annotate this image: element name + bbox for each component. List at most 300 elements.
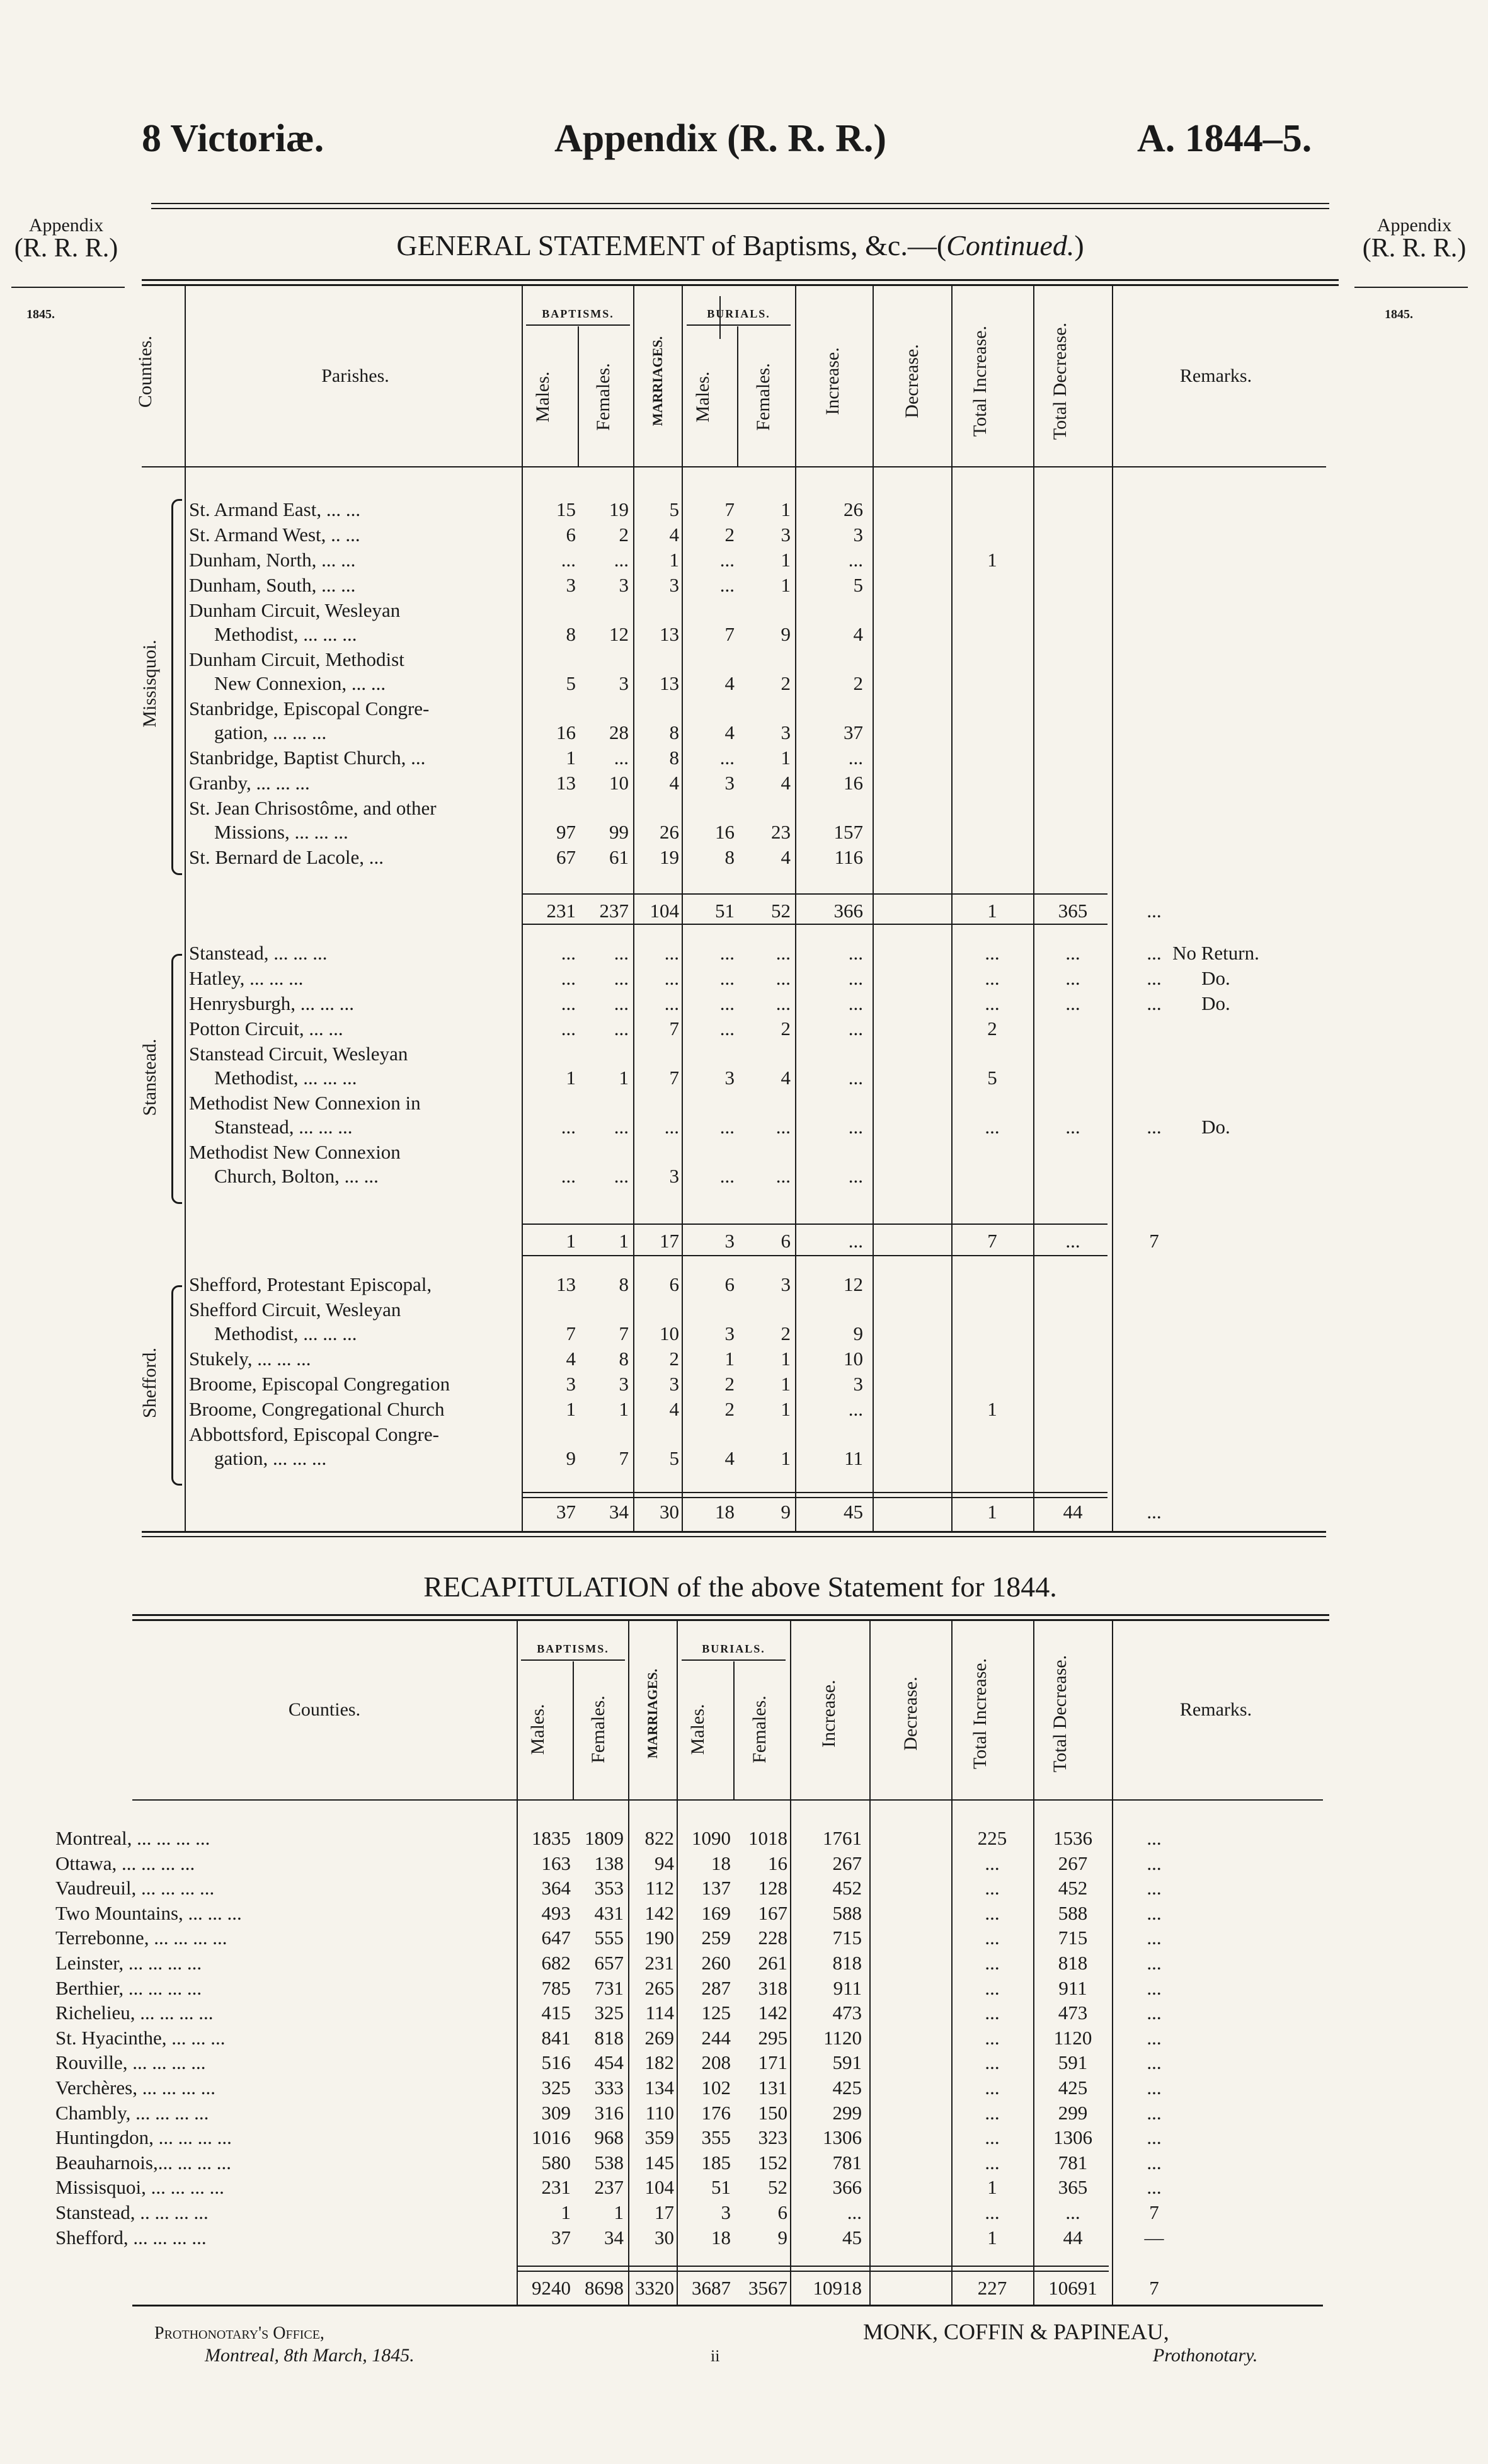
parish-name xyxy=(189,1042,520,1090)
table-cell: ... xyxy=(561,992,576,1014)
recap-group-burials: BURIALS. xyxy=(702,1642,765,1655)
recap-county-name: Beauharnois,... ... ... ... xyxy=(55,2151,231,2174)
recap-county-name: Terrebonne, ... ... ... ... xyxy=(55,1927,227,1949)
recap-table-cell: ... xyxy=(1147,2101,1162,2124)
table-cell: 7 xyxy=(724,498,735,520)
remark-cell: Do. xyxy=(1201,1116,1230,1138)
total-cell: 34 xyxy=(609,1501,629,1523)
table-cell: 9 xyxy=(853,1322,863,1344)
table-cell: 7 xyxy=(619,1447,629,1469)
recap-table-cell: 269 xyxy=(644,2026,674,2049)
table-cell: ... xyxy=(664,992,679,1014)
table-cell: 1 xyxy=(566,1398,576,1420)
table-cell: ... xyxy=(561,549,576,571)
recap-table-cell: ... xyxy=(985,2002,1000,2024)
recap-table-cell: 731 xyxy=(594,1976,624,1999)
parish-name-line: Missions, ... ... ... xyxy=(214,821,348,843)
recap-table-cell: ... xyxy=(985,1877,1000,1900)
recap-table-cell: ... xyxy=(985,1976,1000,1999)
recap-group-baptisms: BAPTISMS. xyxy=(537,1642,609,1655)
parish-name-line: Methodist, ... ... ... xyxy=(214,1322,357,1344)
total-cell: ... xyxy=(1147,900,1162,922)
recap-col-baptisms-males: Males. xyxy=(527,1704,548,1755)
recap-col-decrease: Decrease. xyxy=(900,1676,921,1751)
recap-table-cell: ... xyxy=(1065,2201,1080,2223)
recap-table-cell: 45 xyxy=(842,2226,862,2249)
table-cell: 13 xyxy=(556,1273,576,1295)
parish-name xyxy=(189,1017,520,1041)
recap-table-cell: 94 xyxy=(655,1852,674,1874)
table-cell: 1 xyxy=(724,1348,735,1370)
recap-table-cell: 1306 xyxy=(1053,2126,1092,2149)
parish-name-line: Church, Bolton, ... ... xyxy=(214,1165,379,1187)
table-cell: 7 xyxy=(724,623,735,645)
parish-name-line: Broome, Congregational Church xyxy=(189,1398,445,1420)
recap-table-cell: 591 xyxy=(1058,2051,1088,2074)
recap-table-cell: 52 xyxy=(768,2176,787,2199)
recap-table-cell: 18 xyxy=(711,2226,731,2249)
recap-table-cell: 37 xyxy=(551,2226,571,2249)
table-cell: 99 xyxy=(609,821,629,843)
total-cell: 6 xyxy=(781,1230,791,1252)
parish-name xyxy=(189,1140,520,1188)
parish-name-line: Stukely, ... ... ... xyxy=(189,1348,311,1370)
table-cell: 10 xyxy=(660,1322,679,1344)
table-cell: 2 xyxy=(724,1373,735,1395)
table-cell: 1 xyxy=(781,1447,791,1469)
recap-table-cell: ... xyxy=(1147,2051,1162,2074)
recap-table-cell: 452 xyxy=(1058,1877,1088,1900)
table-cell: 2 xyxy=(781,672,791,694)
table-cell: 4 xyxy=(566,1348,576,1370)
recap-table-cell: 968 xyxy=(594,2126,624,2149)
table-cell: ... xyxy=(848,992,863,1014)
total-cell: 366 xyxy=(833,900,863,922)
table-cell: 4 xyxy=(669,1398,679,1420)
table-cell: 67 xyxy=(556,846,576,868)
table-cell: 19 xyxy=(660,846,679,868)
table-cell: 3 xyxy=(619,672,629,694)
parish-name xyxy=(189,548,520,572)
recap-table-cell: 142 xyxy=(644,1901,674,1924)
recap-total-cell: 10918 xyxy=(813,2277,862,2299)
recap-table-cell: 145 xyxy=(644,2151,674,2174)
total-cell: 1 xyxy=(619,1230,629,1252)
remark-cell: Do. xyxy=(1201,967,1230,989)
margin-label-line2: (R. R. R.) xyxy=(1362,234,1467,263)
table-cell: 3 xyxy=(781,1273,791,1295)
table-cell: ... xyxy=(985,942,1000,964)
table-cell: ... xyxy=(775,992,791,1014)
recap-table-cell: 208 xyxy=(701,2051,731,2074)
recap-table-cell: 366 xyxy=(832,2176,862,2199)
recap-table-cell: 131 xyxy=(758,2077,787,2099)
county-label: Missisquoi. xyxy=(139,639,160,728)
parish-name-line: gation, ... ... ... xyxy=(214,721,327,743)
table-cell: 2 xyxy=(987,1017,997,1040)
table-cell: 16 xyxy=(844,772,863,794)
recap-table-cell: ... xyxy=(1147,1952,1162,1974)
recap-table-cell: 34 xyxy=(604,2226,624,2249)
recap-table-cell: 169 xyxy=(701,1901,731,1924)
recap-table-cell: 818 xyxy=(594,2026,624,2049)
table-cell: ... xyxy=(561,1116,576,1138)
recap-table-cell: 152 xyxy=(758,2151,787,2174)
recap-table-cell: 588 xyxy=(832,1901,862,1924)
table-cell: 4 xyxy=(669,772,679,794)
recap-table-cell: 431 xyxy=(594,1901,624,1924)
table-cell: ... xyxy=(1147,992,1162,1014)
table-cell: 13 xyxy=(660,672,679,694)
recap-table-cell: 1 xyxy=(614,2201,624,2223)
table-cell: 1 xyxy=(781,498,791,520)
recap-county-name: Stanstead, .. ... ... ... xyxy=(55,2201,209,2223)
table-cell: ... xyxy=(719,1116,735,1138)
table-cell: ... xyxy=(719,574,735,596)
county-label: Stanstead. xyxy=(139,1038,160,1116)
table-cell: ... xyxy=(1147,942,1162,964)
recap-table-cell: 138 xyxy=(594,1852,624,1874)
parish-name-line: St. Armand West, .. ... xyxy=(189,524,360,546)
recap-table-cell: 171 xyxy=(758,2051,787,2074)
recap-county-name: St. Hyacinthe, ... ... ... xyxy=(55,2026,226,2049)
recap-total-cell: 9240 xyxy=(532,2277,571,2299)
col-baptisms-males: Males. xyxy=(532,371,553,423)
parish-name xyxy=(189,1397,520,1421)
table-cell: 7 xyxy=(669,1017,679,1040)
parish-name-line: St. Armand East, ... ... xyxy=(189,498,361,520)
recap-table-cell: ... xyxy=(1147,1852,1162,1874)
table-cell: ... xyxy=(614,992,629,1014)
recap-table-cell: 1120 xyxy=(823,2026,862,2049)
parish-name xyxy=(189,1091,520,1139)
total-cell: 9 xyxy=(781,1501,791,1523)
parish-name-line: Shefford Circuit, Wesleyan xyxy=(189,1298,401,1321)
table-cell: ... xyxy=(848,747,863,769)
recap-table-cell: 911 xyxy=(1058,1976,1087,1999)
recap-table-cell: 142 xyxy=(758,2002,787,2024)
total-cell: 18 xyxy=(715,1501,735,1523)
recap-total-cell: 227 xyxy=(977,2277,1007,2299)
recap-table-cell: 715 xyxy=(1058,1927,1088,1949)
recap-table-cell: ... xyxy=(985,2051,1000,2074)
table-cell: ... xyxy=(848,942,863,964)
recap-table-cell: 316 xyxy=(594,2101,624,2124)
parish-name xyxy=(189,599,520,646)
recap-table-cell: 16 xyxy=(768,1852,787,1874)
recap-table-cell: 309 xyxy=(541,2101,571,2124)
recap-table-cell: 150 xyxy=(758,2101,787,2124)
recap-table-cell: 125 xyxy=(701,2002,731,2024)
table-cell: 9 xyxy=(566,1447,576,1469)
table-cell: 8 xyxy=(619,1348,629,1370)
recap-table-cell: ... xyxy=(985,2026,1000,2049)
recap-table-cell: 167 xyxy=(758,1901,787,1924)
total-cell: 52 xyxy=(771,900,791,922)
recap-table-cell: 353 xyxy=(594,1877,624,1900)
recap-county-name: Leinster, ... ... ... ... xyxy=(55,1952,202,1974)
recap-table-cell: ... xyxy=(1147,1901,1162,1924)
table-cell: ... xyxy=(848,1116,863,1138)
recap-table-cell: 355 xyxy=(701,2126,731,2149)
table-cell: 1 xyxy=(781,549,791,571)
table-cell: ... xyxy=(614,1165,629,1187)
table-cell: 3 xyxy=(781,524,791,546)
table-cell: 13 xyxy=(556,772,576,794)
table-cell: 4 xyxy=(669,524,679,546)
recap-total-cell: 3567 xyxy=(748,2277,787,2299)
table-cell: 3 xyxy=(669,1373,679,1395)
table-cell: 5 xyxy=(566,672,576,694)
recap-col-increase: Increase. xyxy=(818,1680,839,1748)
recap-table-cell: 818 xyxy=(1058,1952,1088,1974)
table-cell: 6 xyxy=(669,1273,679,1295)
recap-table-cell: 225 xyxy=(977,1827,1007,1849)
recap-table-cell: 134 xyxy=(644,2077,674,2099)
table-cell: 116 xyxy=(834,846,863,868)
recap-table-cell: ... xyxy=(1147,2077,1162,2099)
parish-name-line: Granby, ... ... ... xyxy=(189,772,310,794)
recap-table-cell: 6 xyxy=(777,2201,787,2223)
recap-table-cell: ... xyxy=(1147,2126,1162,2149)
recap-table-cell: ... xyxy=(1147,2002,1162,2024)
footer-office: Prothonotary's Office, xyxy=(154,2324,324,2343)
recap-table-cell: ... xyxy=(1147,1976,1162,1999)
recap-table-cell: 104 xyxy=(644,2176,674,2199)
col-remarks: Remarks. xyxy=(1179,365,1252,386)
parish-name xyxy=(189,697,520,745)
parish-name-line: New Connexion, ... ... xyxy=(214,672,386,694)
statement-title-main: GENERAL STATEMENT xyxy=(396,229,704,261)
recap-table-cell: 299 xyxy=(1058,2101,1088,2124)
recap-table-cell: 538 xyxy=(594,2151,624,2174)
parish-name xyxy=(189,992,520,1016)
table-cell: 3 xyxy=(724,1067,735,1089)
footer-role: Prothonotary. xyxy=(1153,2345,1258,2366)
recap-table-cell: 1 xyxy=(561,2201,571,2223)
recap-table-cell: 555 xyxy=(594,1927,624,1949)
recap-table-cell: 325 xyxy=(541,2077,571,2099)
table-cell: 2 xyxy=(724,1398,735,1420)
table-cell: 5 xyxy=(987,1067,997,1089)
table-cell: ... xyxy=(614,747,629,769)
table-cell: 12 xyxy=(844,1273,863,1295)
parish-name-line: Stanstead, ... ... ... xyxy=(214,1116,353,1138)
table-cell: 1 xyxy=(781,574,791,596)
parish-name-line: Stanbridge, Baptist Church, ... xyxy=(189,747,426,769)
statement-title-rest: of Baptisms, &c.—( xyxy=(704,229,947,261)
parish-name-line: Hatley, ... ... ... xyxy=(189,967,304,989)
table-cell: 8 xyxy=(566,623,576,645)
table-cell: 4 xyxy=(781,1067,791,1089)
recap-table-cell: 1306 xyxy=(823,2126,862,2149)
table-cell: 3 xyxy=(853,1373,863,1395)
recap-table-cell: 259 xyxy=(701,1927,731,1949)
recap-col-burials-females: Females. xyxy=(749,1695,770,1763)
margin-label-line1: Appendix xyxy=(1376,215,1452,236)
parish-name-line: Dunham, South, ... ... xyxy=(189,574,356,596)
recap-table-cell: ... xyxy=(847,2201,862,2223)
recap-table-cell: 841 xyxy=(541,2026,571,2049)
recap-table-cell: 51 xyxy=(711,2176,731,2199)
recap-table-cell: 267 xyxy=(832,1852,862,1874)
table-cell: 1 xyxy=(781,1398,791,1420)
table-cell: 6 xyxy=(566,524,576,546)
table-cell: ... xyxy=(848,967,863,989)
table-cell: 2 xyxy=(669,1348,679,1370)
table-cell: 26 xyxy=(844,498,863,520)
recap-table-cell: 44 xyxy=(1063,2226,1083,2249)
recap-table-cell: 580 xyxy=(541,2151,571,2174)
parish-name-line: Methodist New Connexion in xyxy=(189,1092,421,1114)
table-cell: ... xyxy=(775,1116,791,1138)
table-cell: 7 xyxy=(619,1322,629,1344)
recap-table-cell: 287 xyxy=(701,1976,731,1999)
parish-name-line: Shefford, Protestant Episcopal, xyxy=(189,1273,432,1295)
recap-table-cell: 112 xyxy=(645,1877,674,1900)
recap-table-cell: 364 xyxy=(541,1877,571,1900)
recap-col-burials-males: Males. xyxy=(687,1704,708,1755)
table-cell: ... xyxy=(614,1017,629,1040)
total-cell: 365 xyxy=(1058,900,1088,922)
table-cell: ... xyxy=(848,1067,863,1089)
table-cell: 3 xyxy=(669,574,679,596)
table-cell: 1 xyxy=(987,1398,997,1420)
recap-county-name: Vaudreuil, ... ... ... ... xyxy=(55,1877,215,1900)
total-cell: 1 xyxy=(987,900,997,922)
table-cell: ... xyxy=(1147,1116,1162,1138)
parish-name xyxy=(189,1423,520,1470)
recap-table-cell: ... xyxy=(1147,2176,1162,2199)
county-brace xyxy=(171,954,182,1204)
parish-name-line: Methodist New Connexion xyxy=(189,1141,401,1163)
recap-table-cell: 1 xyxy=(987,2176,997,2199)
table-cell: 6 xyxy=(724,1273,735,1295)
recap-table-cell: 176 xyxy=(701,2101,731,2124)
recap-table-cell: 260 xyxy=(701,1952,731,1974)
recap-table-cell: 473 xyxy=(832,2002,862,2024)
recap-table-cell: ... xyxy=(1147,1827,1162,1849)
recap-table-cell: ... xyxy=(1147,2151,1162,2174)
recap-table-cell: 185 xyxy=(701,2151,731,2174)
recap-table-cell: 137 xyxy=(701,1877,731,1900)
recap-table-cell: 473 xyxy=(1058,2002,1088,2024)
recap-total-cell: 10691 xyxy=(1048,2277,1097,2299)
parish-name-line: Henrysburgh, ... ... ... xyxy=(189,992,355,1014)
recap-table-cell: 425 xyxy=(1058,2077,1088,2099)
table-cell: ... xyxy=(985,992,1000,1014)
margin-label-line2: (R. R. R.) xyxy=(14,234,118,263)
recap-table-cell: 30 xyxy=(655,2226,674,2249)
parish-name-line: St. Bernard de Lacole, ... xyxy=(189,846,384,868)
recap-table-cell: 415 xyxy=(541,2002,571,2024)
table-cell: 3 xyxy=(853,524,863,546)
table-cell: ... xyxy=(664,942,679,964)
recap-table-cell: 17 xyxy=(655,2201,674,2223)
col-total-decrease: Total Decrease. xyxy=(1050,322,1070,440)
table-cell: 4 xyxy=(724,672,735,694)
table-cell: 8 xyxy=(619,1273,629,1295)
table-cell: 1 xyxy=(781,747,791,769)
recap-county-name: Ottawa, ... ... ... ... xyxy=(55,1852,195,1874)
recap-table-cell: 516 xyxy=(541,2051,571,2074)
recap-table-cell: 237 xyxy=(594,2176,624,2199)
header-center: Appendix (R. R. R.) xyxy=(554,117,887,160)
table-cell: ... xyxy=(719,942,735,964)
parish-name xyxy=(189,1372,520,1396)
margin-label-right xyxy=(1348,214,1480,263)
margin-year-right: 1845. xyxy=(1385,307,1413,321)
recap-col-total-increase: Total Increase. xyxy=(970,1658,990,1770)
table-cell: ... xyxy=(614,942,629,964)
table-cell: 7 xyxy=(669,1067,679,1089)
table-cell: ... xyxy=(775,967,791,989)
parish-name-line: Stanstead, ... ... ... xyxy=(189,942,328,964)
recap-county-name: Shefford, ... ... ... ... xyxy=(55,2226,207,2249)
county-brace xyxy=(171,499,182,875)
recap-table-cell: 190 xyxy=(644,1927,674,1949)
recap-table-cell: 785 xyxy=(541,1976,571,1999)
recap-table-cell: ... xyxy=(985,1901,1000,1924)
parish-name xyxy=(189,746,520,770)
table-cell: ... xyxy=(1065,1116,1080,1138)
parish-name xyxy=(189,648,520,696)
parish-name-line: Dunham, North, ... ... xyxy=(189,549,356,571)
recap-table-cell: ... xyxy=(985,2201,1000,2223)
parish-name xyxy=(189,941,520,965)
recap-table-cell: 163 xyxy=(541,1852,571,1874)
parish-name-line: Broome, Episcopal Congregation xyxy=(189,1373,450,1395)
recap-total-cell: 8698 xyxy=(585,2277,624,2299)
parish-name xyxy=(189,796,520,844)
statement-title-italic: Continued. xyxy=(946,229,1075,261)
header-right: A. 1844–5. xyxy=(1137,117,1312,160)
parish-name xyxy=(189,966,520,990)
total-cell: 3 xyxy=(724,1230,735,1252)
recap-table-cell: 818 xyxy=(832,1952,862,1974)
total-cell: 104 xyxy=(650,900,679,922)
table-cell: 11 xyxy=(844,1447,863,1469)
recap-table-cell: 182 xyxy=(644,2051,674,2074)
recap-table-cell: 781 xyxy=(1058,2151,1088,2174)
recap-table-cell: 110 xyxy=(645,2101,674,2124)
parish-name-line: Stanbridge, Episcopal Congre- xyxy=(189,697,430,719)
recap-col-remarks: Remarks. xyxy=(1179,1699,1252,1720)
total-cell: 44 xyxy=(1063,1501,1083,1523)
recap-table-cell: ... xyxy=(985,2101,1000,2124)
col-baptisms-females: Females. xyxy=(593,363,614,431)
table-cell: 61 xyxy=(609,846,629,868)
table-cell: ... xyxy=(775,942,791,964)
recap-table-cell: 114 xyxy=(645,2002,674,2024)
recap-table-cell: 299 xyxy=(832,2101,862,2124)
recap-table-cell: 128 xyxy=(758,1877,787,1900)
table-cell: 1 xyxy=(619,1067,629,1089)
statement-title-close: ) xyxy=(1074,229,1084,261)
table-cell: 8 xyxy=(669,747,679,769)
recap-total-cell: 3320 xyxy=(635,2277,674,2299)
table-cell: ... xyxy=(1147,967,1162,989)
col-counties: Counties. xyxy=(135,335,156,408)
recap-table-cell: 318 xyxy=(758,1976,787,1999)
recap-table-cell: 822 xyxy=(644,1827,674,1849)
recap-table-cell: 1809 xyxy=(585,1827,624,1849)
table-cell: ... xyxy=(985,967,1000,989)
table-cell: 2 xyxy=(781,1322,791,1344)
recap-table-cell: 244 xyxy=(701,2026,731,2049)
recap-table-cell: 323 xyxy=(758,2126,787,2149)
total-cell: ... xyxy=(848,1230,863,1252)
